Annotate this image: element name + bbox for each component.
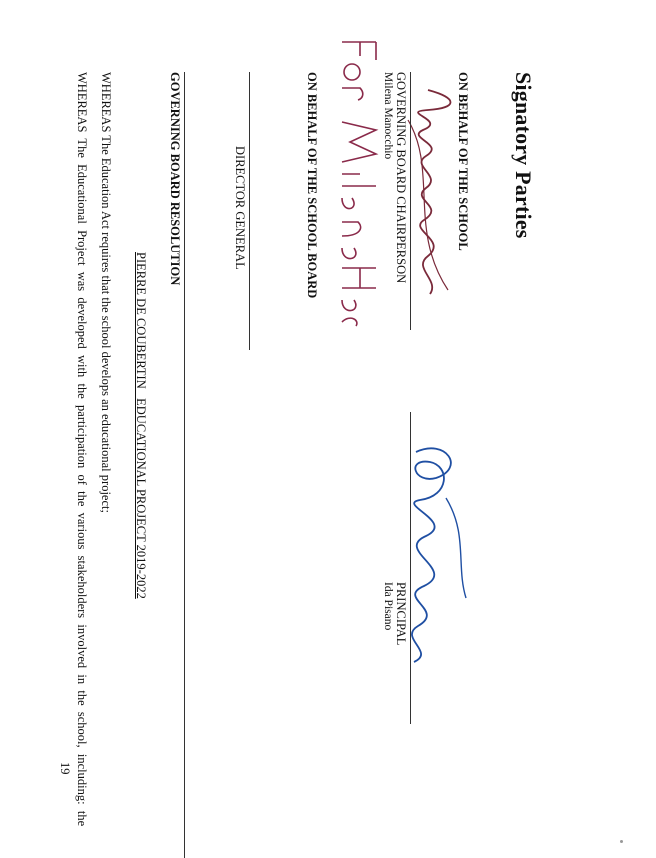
chair-role: GOVERNING BOARD CHAIRPERSON (394, 72, 408, 284)
handwritten-for-note (334, 38, 386, 338)
principal-signature-line (410, 412, 411, 724)
section-divider (184, 72, 185, 858)
page-title: Signatory Parties (511, 72, 536, 239)
chair-name: Milena Manocchio (382, 72, 394, 160)
whereas-clause-2: WHEREAS The Educational Project was developed with the participation of the various stakeholders involved in the school, including: the (75, 72, 89, 827)
school-section-heading: ON BEHALF OF THE SCHOOL (456, 72, 470, 251)
resolution-heading: GOVERNING BOARD RESOLUTION (168, 72, 182, 286)
board-section-heading: ON BEHALF OF THE SCHOOL BOARD (305, 72, 319, 299)
chair-signature-line (410, 72, 411, 330)
director-signature-line (249, 72, 250, 350)
whereas-clause-1: WHEREAS The Education Act requires that the school develops an educational project; (99, 72, 113, 513)
scan-speck (620, 840, 623, 843)
page-number: 19 (58, 762, 72, 775)
director-role: DIRECTOR GENERAL (233, 146, 247, 270)
project-title: PIERRE DE COUBERTIN EDUCATIONAL PROJECT 2019-2022 (134, 252, 148, 599)
principal-name: Ida Pisano (382, 582, 394, 631)
principal-role: PRINCIPAL (394, 582, 408, 646)
